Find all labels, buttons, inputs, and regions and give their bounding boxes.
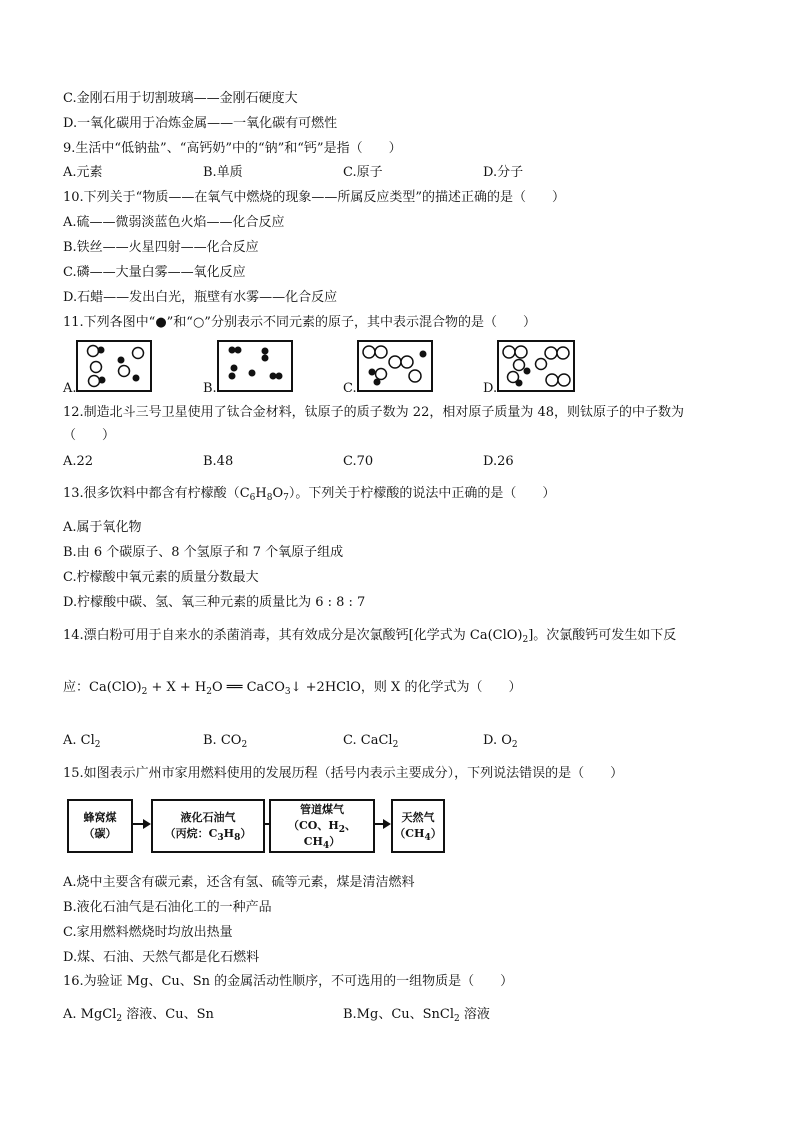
q11-label-c: C. (343, 381, 357, 396)
q12-option-b: B.48 (203, 454, 234, 469)
q9-option-d: D.分子 (483, 165, 524, 180)
flow-box-lpg: 液化石油气 （丙烷：$C_3H_8$） (151, 799, 265, 853)
q14-option-b: B. $CO_2$ (203, 733, 248, 750)
q9-stem: 9.生活中“低钠盐”、“高钙奶”中的“钠”和“钙”是指（ ） (63, 141, 402, 156)
q14-option-d: D. $O_2$ (483, 733, 518, 750)
q15-option-c: C.家用燃料燃烧时均放出热量 (63, 925, 233, 940)
q14-equation-line: 应：$Ca(ClO)_2 + X + H_2O$ ══ CaCO$_3$↓ +2HClO，则 X 的化学式为（ ） (63, 680, 522, 697)
flow-box-honeycomb-coal: 蜂窝煤 （碳） (67, 799, 133, 853)
flow-arrow-3 (373, 823, 389, 825)
q14-equation: $Ca(ClO)_2 + X + H_2O$ ══ CaCO$_3$↓ +2HClO (89, 680, 361, 697)
q11-label-a: A. (63, 381, 77, 396)
q16-stem: 16.为验证 Mg、Cu、Sn 的金属活动性顺序，不可选用的一组物质是（ ） (63, 974, 514, 989)
q10-option-b: B.铁丝——火星四射——化合反应 (63, 240, 259, 255)
q10-option-c: C.磷——大量白雾——氧化反应 (63, 265, 246, 280)
q12-option-a: A.22 (63, 454, 94, 469)
q14-stem: 14.漂白粉可用于自来水的杀菌消毒，其有效成分是次氯酸钙[化学式为 $Ca(ClO)_2$]。次氯酸钙可发生如下反 (63, 628, 677, 645)
q10-option-a: A.硫——微弱淡蓝色火焰——化合反应 (63, 215, 285, 230)
q13-stem: 13.很多饮料中都含有柠檬酸$(C_6H_8O_7)$。下列关于柠檬酸的说法中正确的是（ ） (63, 486, 556, 503)
q15-option-a: A.烧中主要含有碳元素，还含有氢、硫等元素，煤是清洁燃料 (63, 875, 415, 890)
q9-option-a: A.元素 (63, 165, 103, 180)
q11-diagram-d (497, 340, 575, 392)
flow-arrow-1 (131, 823, 149, 825)
q11-diagram-a (76, 340, 152, 392)
flow-box-pipeline-gas: 管道煤气 （CO、$H_2$、$CH_4$） (269, 799, 375, 853)
q14-option-a: A. $Cl_2$ (63, 733, 101, 750)
q12-stem: 12.制造北斗三号卫星使用了钛合金材料，钛原子的质子数为 22，相对原子质量为 48，则钛原子的中子数为 (63, 405, 685, 420)
q10-option-d: D.石蜡——发出白光，瓶壁有水雾——化合反应 (63, 290, 338, 305)
q13-option-b: B.由 6 个碳原子、8 个氢原子和 7 个氧原子组成 (63, 545, 344, 560)
q11-diagram-b (217, 340, 293, 392)
q13-option-c: C.柠檬酸中氧元素的质量分数最大 (63, 570, 259, 585)
q11-label-d: D. (483, 381, 498, 396)
q13-option-a: A.属于氧化物 (63, 520, 142, 535)
q11-label-b: B. (203, 381, 217, 396)
q10-stem: 10.下列关于“物质——在氧气中燃烧的现象——所属反应类型”的描述正确的是（ ） (63, 190, 565, 205)
q13-option-d: D.柠檬酸中碳、氢、氧三种元素的质量比为 6 : 8 : 7 (63, 595, 366, 610)
q12-option-d: D.26 (483, 454, 514, 469)
q12-stem-bracket: （ ） (63, 428, 116, 443)
q9-option-c: C.原子 (343, 165, 383, 180)
q15-option-b: B.液化石油气是石油化工的一种产品 (63, 900, 272, 915)
q8-option-d: D.一氧化碳用于冶炼金属——一氧化碳有可燃性 (63, 116, 338, 131)
q15-stem: 15.如图表示广州市家用燃料使用的发展历程（括号内表示主要成分），下列说法错误的是（ ） (63, 766, 624, 781)
q8-option-c: C.金刚石用于切割玻璃——金刚石硬度大 (63, 91, 298, 106)
q16-option-b: B.Mg、Cu、SnCl$_2$ 溶液 (343, 1007, 490, 1024)
q16-option-a: A. MgCl$_2$ 溶液、Cu、Sn (63, 1007, 214, 1024)
q11-stem: 11.下列各图中“●”和“○”分别表示不同元素的原子，其中表示混合物的是（ ） (63, 315, 536, 330)
q15-option-d: D.煤、石油、天然气都是化石燃料 (63, 950, 260, 965)
flow-box-natural-gas: 天然气 $(CH_4)$ (391, 799, 445, 853)
fuel-flow-diagram (63, 795, 443, 857)
q12-option-c: C.70 (343, 454, 374, 469)
q9-option-b: B.单质 (203, 165, 243, 180)
q11-diagram-c (357, 340, 433, 392)
q14-option-c: C. CaCl$_2$ (343, 733, 399, 750)
